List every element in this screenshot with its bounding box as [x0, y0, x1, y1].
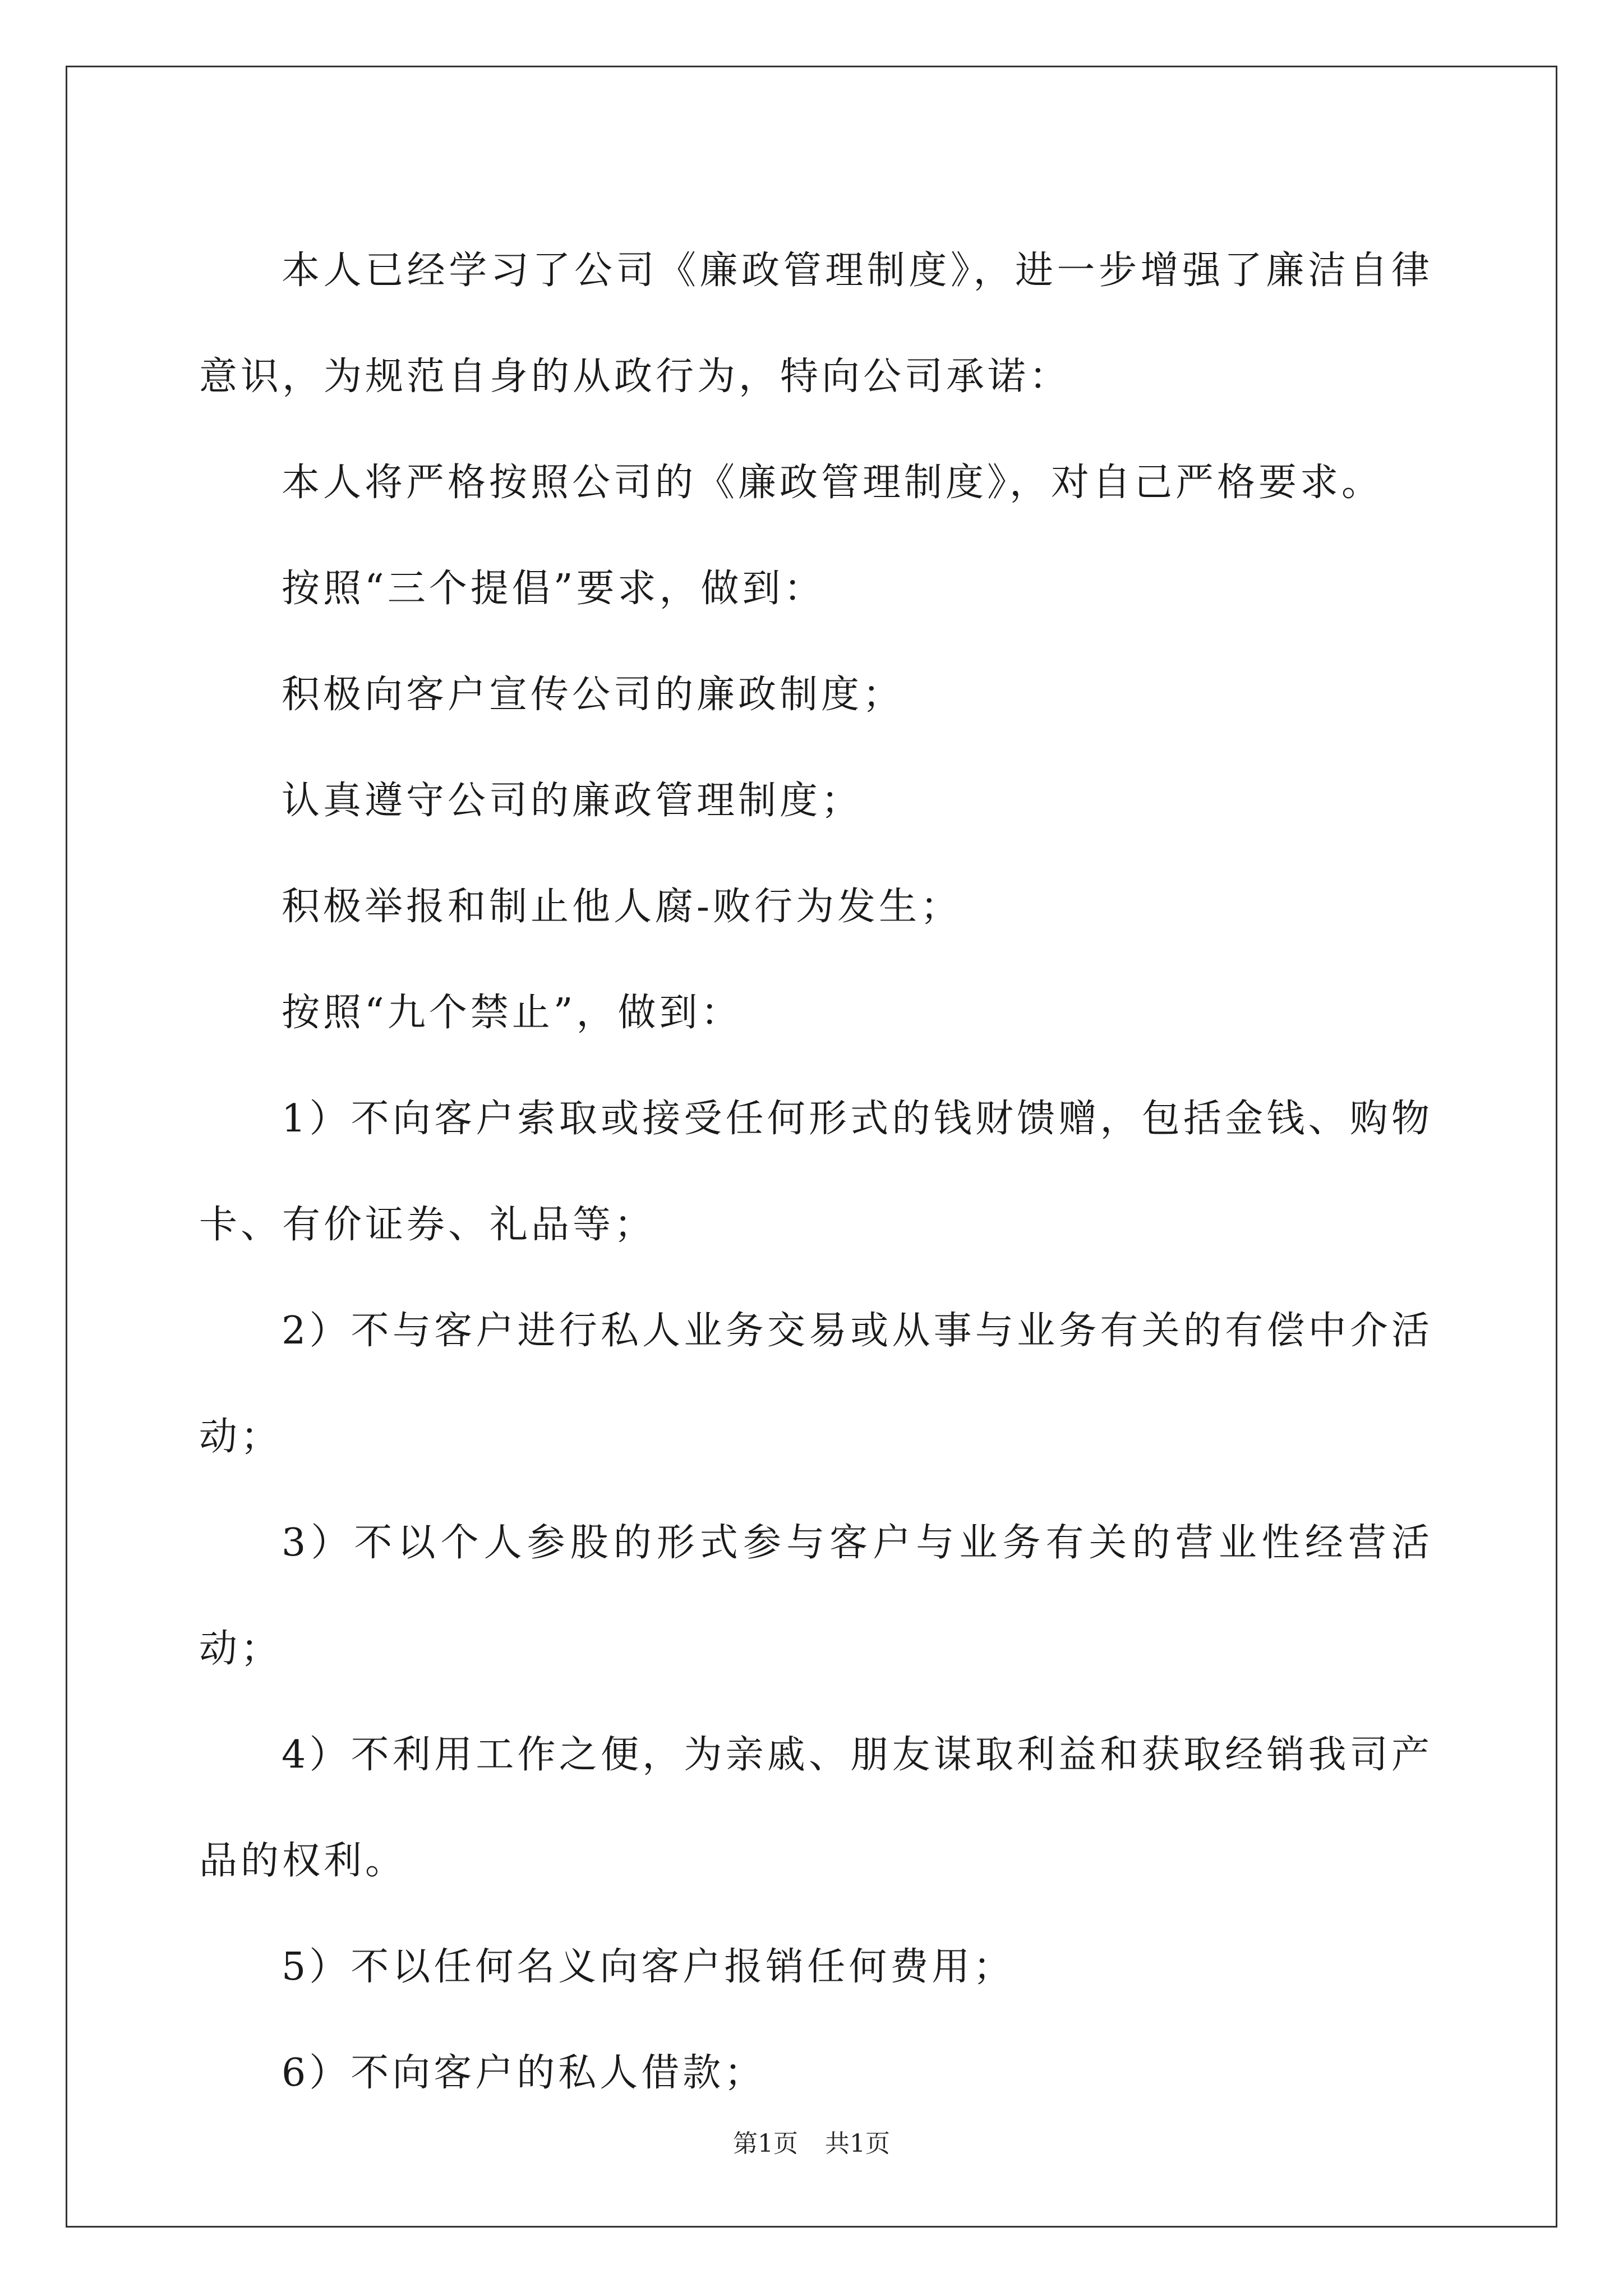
paragraph: 认真遵守公司的廉政管理制度；	[282, 779, 863, 823]
page-footer	[0, 2123, 1623, 2159]
paragraph: 积极向客户宣传公司的廉政制度；	[282, 673, 905, 717]
page-number-total: 共1页	[825, 2129, 890, 2158]
paragraph: 5）不以任何名义向客户报销任何费用；	[282, 1945, 1015, 1989]
paragraph: 本人将严格按照公司的《廉政管理制度》，对自己严格要求。	[282, 461, 1384, 505]
paragraph: 6）不向客户的私人借款；	[282, 2051, 766, 2095]
paragraph: 按照“三个提倡”要求，做到：	[282, 567, 826, 611]
paragraph: 2）不与客户进行私人业务交易或从事与业务有关的有偿中介活动；	[199, 1309, 1433, 1459]
document-body	[199, 218, 1433, 2126]
page-number-current: 第1页	[733, 2129, 798, 2158]
paragraph: 1）不向客户索取或接受任何形式的钱财馈赠，包括金钱、购物卡、有价证券、礼品等；	[199, 1097, 1433, 1247]
paragraph: 积极举报和制止他人腐-败行为发生；	[282, 885, 962, 929]
paragraph: 3）不以个人参股的形式参与客户与业务有关的营业性经营活动；	[199, 1521, 1433, 1671]
paragraph: 4）不利用工作之便，为亲戚、朋友谋取利益和获取经销我司产品的权利。	[199, 1733, 1433, 1883]
paragraph: 按照“九个禁止”，做到：	[282, 991, 743, 1035]
paragraph: 本人已经学习了公司《廉政管理制度》，进一步增强了廉洁自律意识，为规范自身的从政行为，特向公司承诺：	[199, 249, 1433, 399]
